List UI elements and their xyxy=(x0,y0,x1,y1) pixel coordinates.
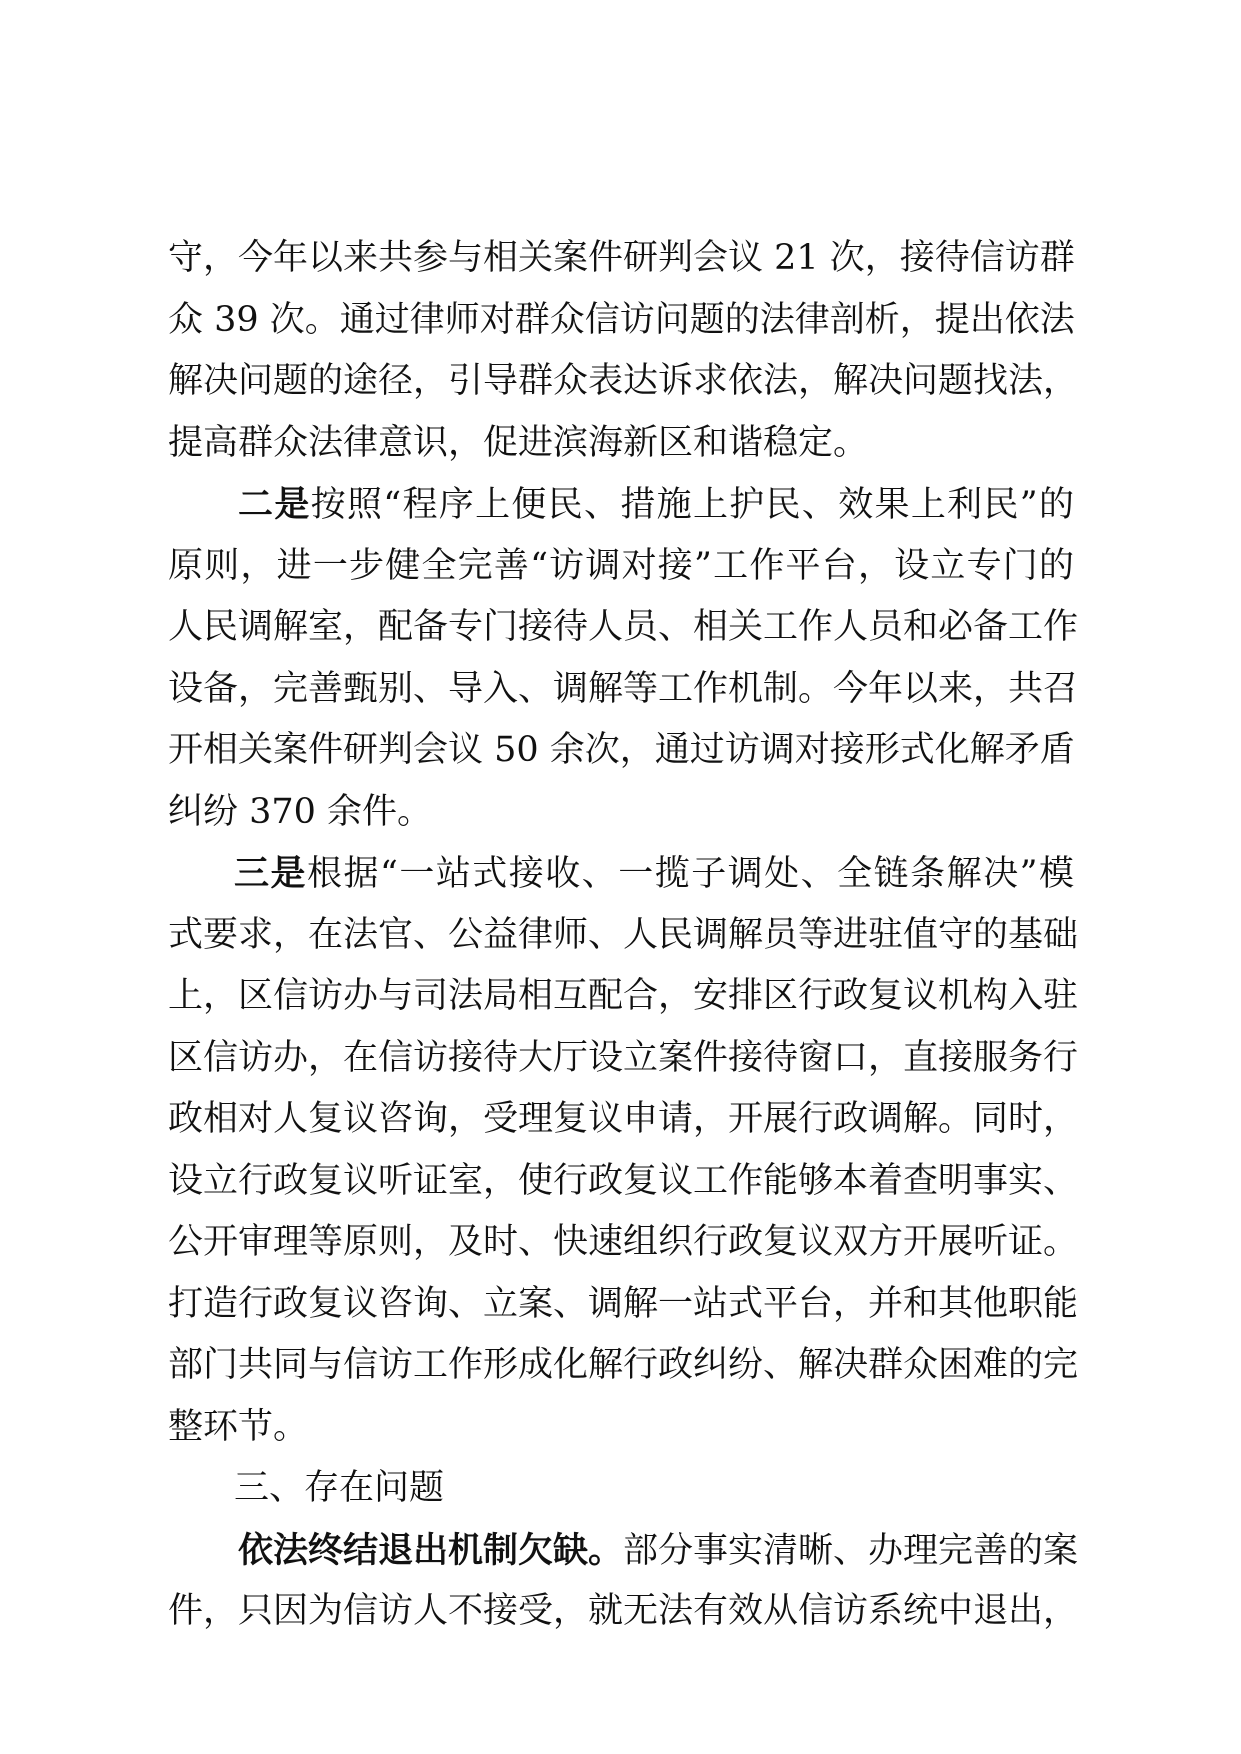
text-line: 上，区信访办与司法局相互配合，安排区行政复议机构入驻 xyxy=(168,976,1079,1016)
point-lead-label: 二是 xyxy=(238,484,311,525)
text-run: 部分事实清晰、办理完善的案 xyxy=(623,1530,1079,1571)
text-line: 提高群众法律意识，促进滨海新区和谐稳定。 xyxy=(168,422,869,463)
text-line: 打造行政复议咨询、立案、调解一站式平台，并和其他职能 xyxy=(168,1283,1079,1324)
paragraph-second-point xyxy=(168,474,1079,843)
text-line: 式要求，在法官、公益律师、人民调解员等进驻值守的基础 xyxy=(168,914,1079,955)
text-run: 按照“程序上便民、措施上护民、效果上利民”的 xyxy=(310,485,1074,525)
text-line: 部门共同与信访工作形成化解行政纠纷、解决群众困难的完 xyxy=(168,1345,1079,1385)
paragraph-problem xyxy=(168,1520,1079,1643)
text-line xyxy=(168,474,1074,536)
document-body xyxy=(168,228,1079,1643)
text-run: 根据“一站式接收、一揽子调处、全链条解决”模 xyxy=(306,854,1074,894)
text-line: 众 39 次。通过律师对群众信访问题的法律剖析，提出依法 xyxy=(168,299,1075,340)
paragraph-continuation xyxy=(168,228,1079,474)
text-line: 整环节。 xyxy=(168,1406,309,1447)
text-line: 区信访办，在信访接待大厅设立案件接待窗口，直接服务行 xyxy=(168,1037,1079,1078)
text-line: 原则，进一步健全完善“访调对接”工作平台，设立专门的 xyxy=(168,545,1074,586)
text-line: 设立行政复议听证室，使行政复议工作能够本着查明事实、 xyxy=(168,1160,1079,1201)
problem-lead-label: 依法终结退出机制欠缺。 xyxy=(238,1529,624,1571)
text-line xyxy=(168,843,1074,905)
text-line: 人民调解室，配备专门接待人员、相关工作人员和必备工作 xyxy=(168,607,1079,647)
paragraph-third-point xyxy=(168,843,1079,1458)
point-lead-label: 三是 xyxy=(234,853,307,894)
text-line: 件，只因为信访人不接受，就无法有效从信访系统中退出， xyxy=(168,1591,1079,1631)
text-line: 公开审理等原则，及时、快速组织行政复议双方开展听证。 xyxy=(168,1222,1079,1262)
text-line: 守，今年以来共参与相关案件研判会议 21 次，接待信访群 xyxy=(168,238,1075,278)
text-line: 纠纷 370 余件。 xyxy=(168,791,433,832)
text-line: 政相对人复议咨询，受理复议申请，开展行政调解。同时， xyxy=(168,1099,1079,1139)
text-line xyxy=(168,1520,1079,1582)
text-line: 解决问题的途径，引导群众表达诉求依法，解决问题找法， xyxy=(168,361,1079,401)
section-heading: 三、存在问题 xyxy=(234,1468,445,1508)
text-line: 设备，完善甄别、导入、调解等工作机制。今年以来，共召 xyxy=(168,668,1079,709)
text-line: 开相关案件研判会议 50 余次，通过访调对接形式化解矛盾 xyxy=(168,730,1075,770)
